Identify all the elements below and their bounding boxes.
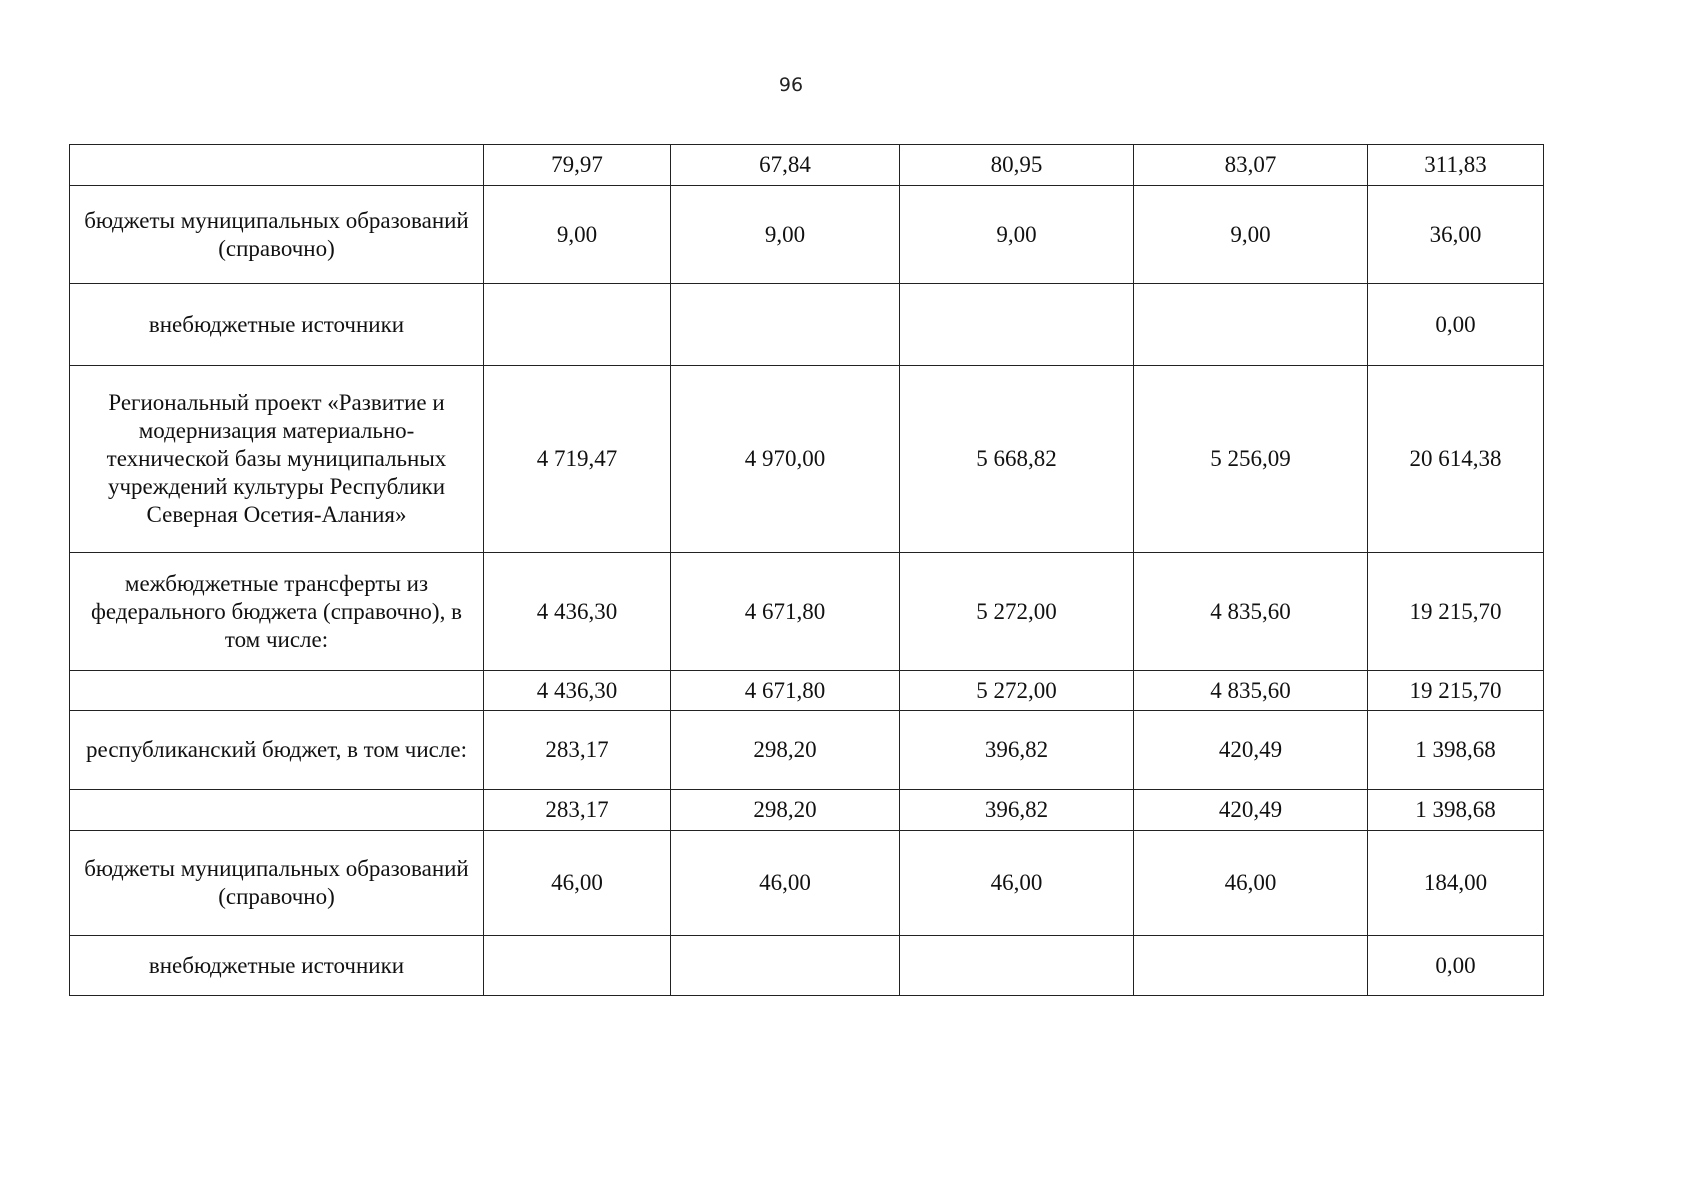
table-row [70,671,1544,711]
table-cell: 9,00 [671,186,900,284]
table-cell: 184,00 [1368,831,1544,936]
table-row [70,936,1544,996]
table-cell: 9,00 [900,186,1134,284]
table-cell: 4 835,60 [1134,553,1368,671]
table-cell: 5 256,09 [1134,366,1368,553]
table-cell: 5 272,00 [900,671,1134,711]
table-cell: 46,00 [1134,831,1368,936]
table-cell: 19 215,70 [1368,553,1544,671]
table-cell: 311,83 [1368,145,1544,186]
table-cell: 79,97 [484,145,671,186]
table-cell: 1 398,68 [1368,711,1544,790]
table-cell: 283,17 [484,711,671,790]
row-label: бюджеты муниципальных образований (справочно) [70,186,484,284]
table-cell: 4 835,60 [1134,671,1368,711]
table-row [70,790,1544,831]
row-label: Региональный проект «Развитие и модернизация материально-технической базы муниципальных учреждений культуры Республики Северная Осетия-Алания» [70,366,484,553]
table-cell [1134,284,1368,366]
row-label: внебюджетные источники [70,284,484,366]
table-cell [900,936,1134,996]
table-cell: 283,17 [484,790,671,831]
row-label: бюджеты муниципальных образований (справочно) [70,831,484,936]
table-row [70,711,1544,790]
table-cell: 420,49 [1134,790,1368,831]
table-cell: 0,00 [1368,936,1544,996]
table-cell: 9,00 [484,186,671,284]
page-number: 96 [778,74,804,96]
table-cell: 83,07 [1134,145,1368,186]
table-row [70,553,1544,671]
table-cell: 36,00 [1368,186,1544,284]
table-cell [671,936,900,996]
table-row [70,366,1544,553]
table-cell: 396,82 [900,711,1134,790]
table-row [70,186,1544,284]
table-cell [484,284,671,366]
table-cell: 1 398,68 [1368,790,1544,831]
table-cell: 19 215,70 [1368,671,1544,711]
row-label [70,790,484,831]
budget-table [69,144,1544,996]
row-label: республиканский бюджет, в том числе: [70,711,484,790]
table-cell: 298,20 [671,790,900,831]
row-label [70,671,484,711]
table-cell: 420,49 [1134,711,1368,790]
table-cell: 4 970,00 [671,366,900,553]
table-row [70,145,1544,186]
table-cell: 46,00 [900,831,1134,936]
table-row [70,831,1544,936]
table-cell [900,284,1134,366]
table-cell: 9,00 [1134,186,1368,284]
table-cell: 298,20 [671,711,900,790]
table-cell: 80,95 [900,145,1134,186]
row-label: внебюджетные источники [70,936,484,996]
table-cell: 20 614,38 [1368,366,1544,553]
table-cell [484,936,671,996]
table-cell [671,284,900,366]
row-label [70,145,484,186]
row-label: межбюджетные трансферты из федерального бюджета (справочно), в том числе: [70,553,484,671]
table-cell: 4 671,80 [671,671,900,711]
table-cell: 4 436,30 [484,671,671,711]
table-cell: 46,00 [484,831,671,936]
table-cell: 5 668,82 [900,366,1134,553]
table-cell [1134,936,1368,996]
table-cell: 4 719,47 [484,366,671,553]
table-cell: 4 671,80 [671,553,900,671]
table-cell: 4 436,30 [484,553,671,671]
table-cell: 46,00 [671,831,900,936]
table-row [70,284,1544,366]
table-cell: 0,00 [1368,284,1544,366]
table-cell: 67,84 [671,145,900,186]
table-cell: 5 272,00 [900,553,1134,671]
table-cell: 396,82 [900,790,1134,831]
